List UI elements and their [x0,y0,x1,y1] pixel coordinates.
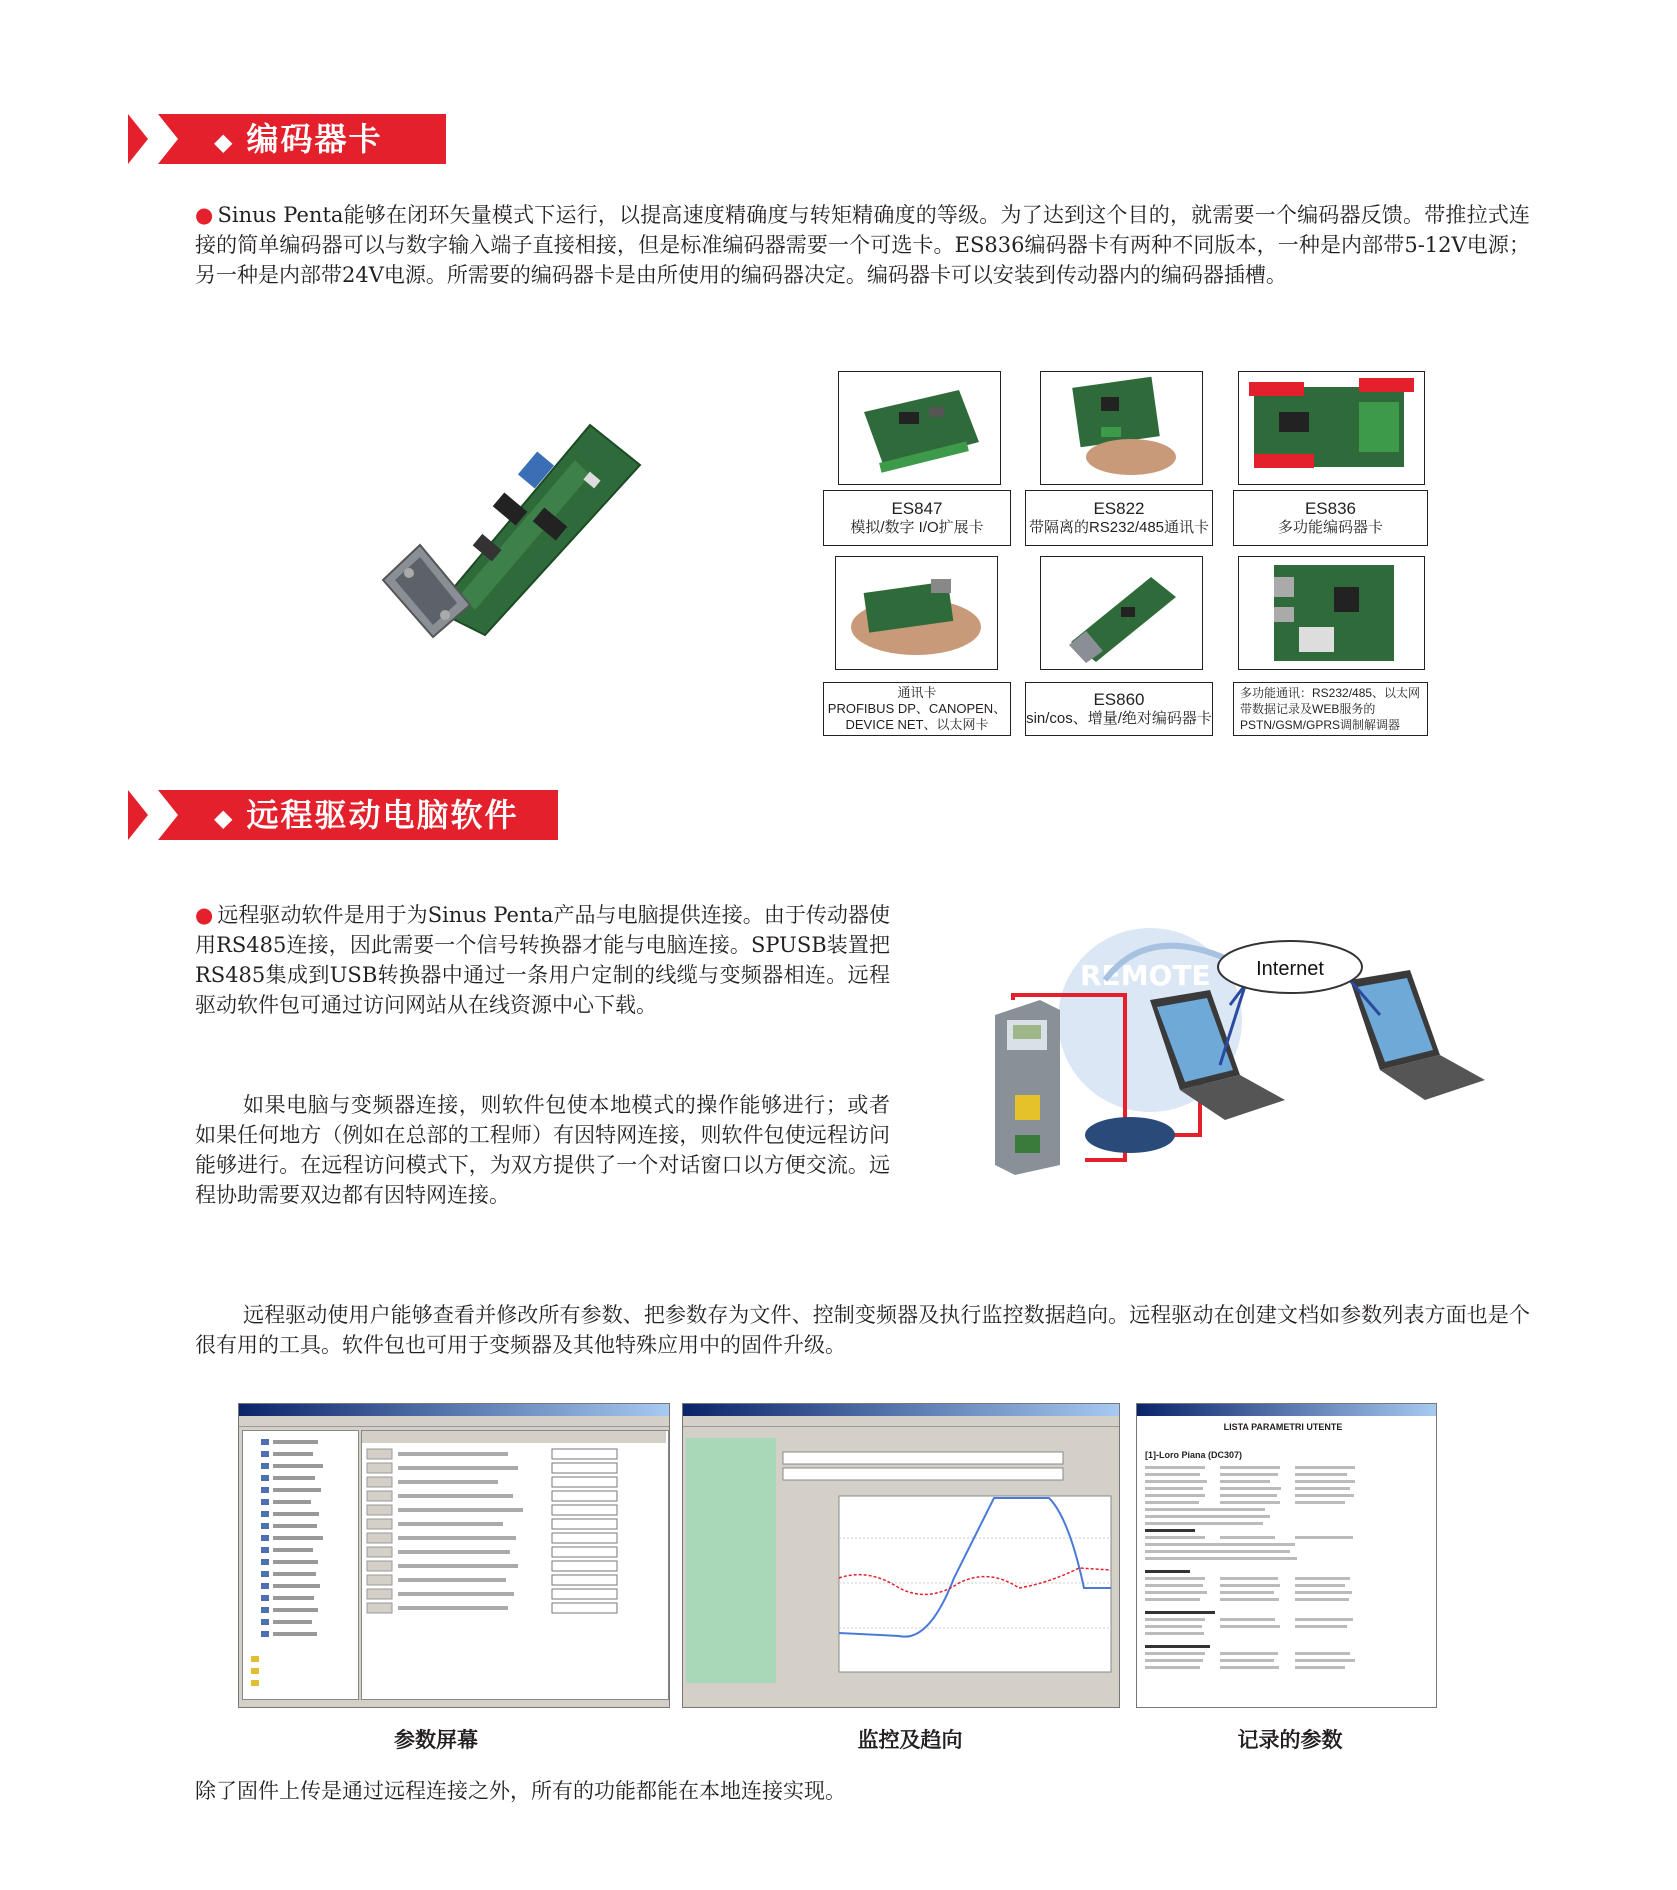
screenshot-parameter-report [1136,1403,1437,1708]
section-header-encoder [128,114,446,164]
section-title: ◆ 远程驱动电脑软件 [214,796,519,834]
section-header-software [128,790,558,840]
remote-network-diagram [985,925,1495,1175]
bullet-icon: ● [195,203,214,227]
internet-label: Internet [1256,958,1324,980]
card-photo-es836 [1238,371,1425,485]
watermark-text: REMOTE [1080,959,1211,992]
card-caption-es822: ES822 带隔离的RS232/485通讯卡 [1025,490,1213,546]
card-caption-fieldbus: 通讯卡 PROFIBUS DP、CANOPEN、 DEVICE NET、以太网卡 [823,682,1011,736]
report-title: LISTA PARAMETRI UTENTE [1223,1422,1343,1432]
section-title: ◆ 编码器卡 [214,120,383,158]
card-photo-modem [1238,556,1425,670]
software-paragraph-2: 如果电脑与变频器连接，则软件包使本地模式的操作能够进行；或者如果任何地方（例如在总部的工程师）有因特网连接，则软件包使远程访问能够进行。在远程访问模式下，为双方提供了一个对话窗口以方便交流。远程协助需要双边都有因特网连接。 [195,1093,890,1207]
bullet-icon: ● [195,903,214,927]
card-photo-es822 [1040,371,1203,485]
software-paragraph-3: 远程驱动使用户能够查看并修改所有参数、把参数存为文件、控制变频器及执行监控数据趋向。远程驱动在创建文档如参数列表方面也是个很有用的工具。软件包也可用于变频器及其他特殊应用中的固件升级。 [195,1303,1530,1357]
screenshot-caption-parameters: 参数屏幕 [394,1728,478,1752]
screenshot-parameter-screen [238,1403,670,1708]
card-photo-es847 [838,371,1001,485]
card-caption-modem: 多功能通讯：RS232/485、以太网 带数据记录及WEB服务的 PSTN/GSM/GPRS调制解调器 [1233,682,1428,736]
card-photo-es860 [1040,556,1203,670]
card-caption-es836: ES836 多功能编码器卡 [1233,490,1428,546]
software-paragraph-1: ● 远程驱动软件是用于为Sinus Penta产品与电脑提供连接。由于传动器使用RS485连接，因此需要一个信号转换器才能与电脑连接。SPUSB装置把RS485集成到USB转换器中通过一条用户定制的线缆与变频器相连。远程驱动软件包可通过访问网站从在线资源中心下载。 [195,903,890,1017]
chevron-right-icon [128,114,186,164]
chevron-right-icon [128,790,186,840]
card-caption-es847: ES847 模拟/数字 I/O扩展卡 [823,490,1011,546]
card-photo-fieldbus [835,556,998,670]
card-caption-es860: ES860 sin/cos、增量/绝对编码器卡 [1025,682,1213,736]
screenshot-monitor-trend [682,1403,1120,1708]
screenshot-caption-monitor: 监控及趋向 [857,1728,963,1752]
encoder-card-photo [375,405,650,640]
screenshot-caption-report: 记录的参数 [1237,1728,1343,1752]
encoder-paragraph: ● Sinus Penta能够在闭环矢量模式下运行，以提高速度精确度与转矩精确度的等级。为了达到这个目的，就需要一个编码器反馈。带推拉式连接的简单编码器可以与数字输入端子直接相接，但是标准编码器需要一个可选卡。ES836编码器卡有两种不同版本，一种是内部带5-12V电源；另一种是内部带24V电源。所需要的编码器卡是由所使用的编码器决定。编码器卡可以安装到传动器内的编码器插槽。 [195,203,1530,287]
footer-note: 除了固件上传是通过远程连接之外，所有的功能都能在本地连接实现。 [195,1779,846,1803]
report-subtitle: [1]-Loro Piana (DC307) [1145,1450,1243,1460]
